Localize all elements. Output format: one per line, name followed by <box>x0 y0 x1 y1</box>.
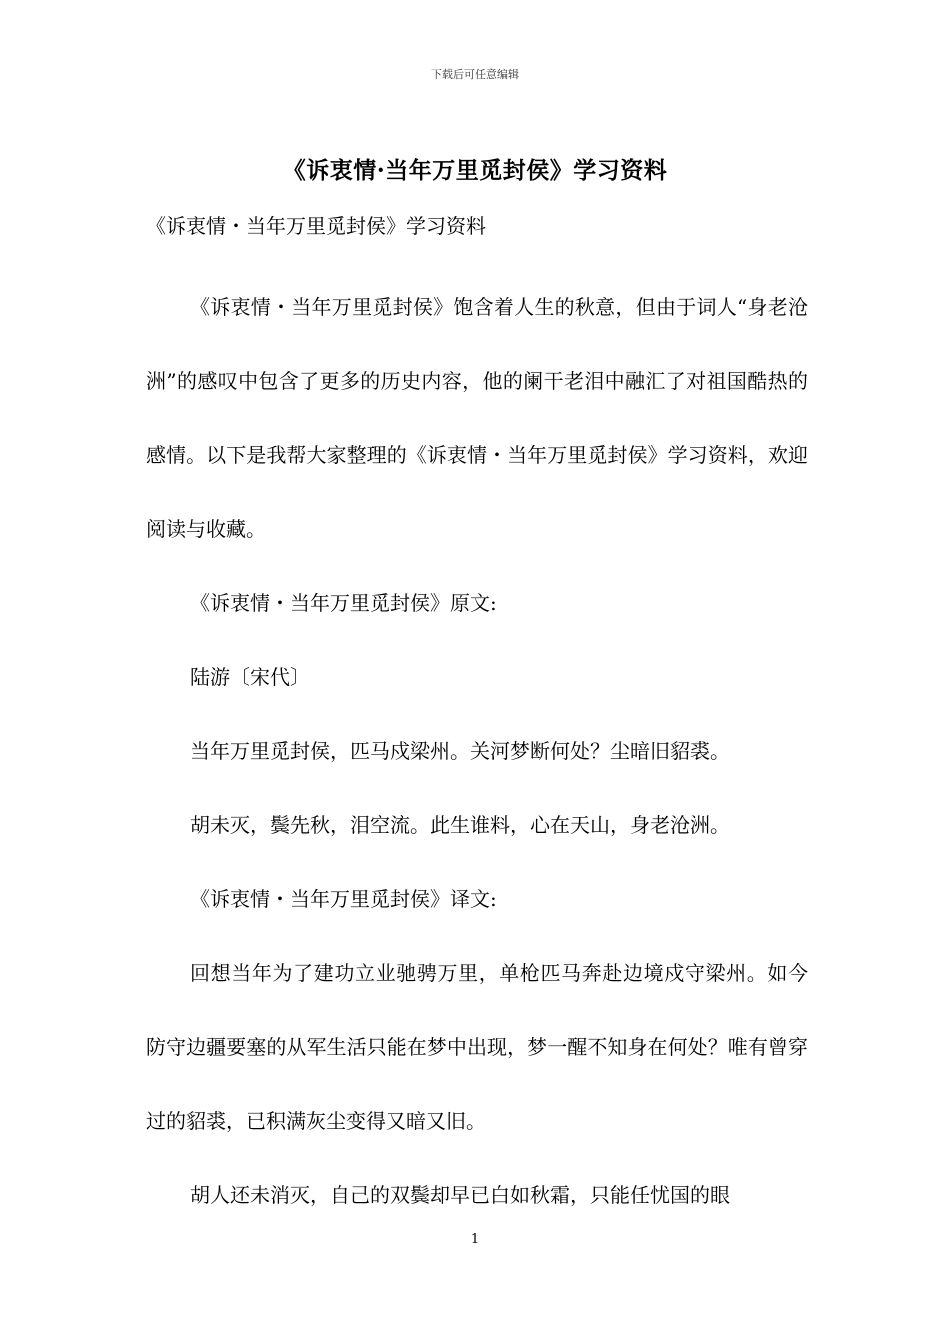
page-header-note: 下载后可任意编辑 <box>431 68 519 81</box>
original-text-heading: 《诉衷情・当年万里觅封侯》原文: <box>190 591 497 615</box>
document-title: 《诉衷情·当年万里觅封侯》学习资料 <box>282 157 668 184</box>
poem-line-2: 胡未灭，鬓先秋，泪空流。此生谁料，心在天山，身老沧洲。 <box>190 813 730 837</box>
poem-author: 陆游〔宋代〕 <box>190 665 310 689</box>
translation-heading: 《诉衷情・当年万里觅封侯》译文: <box>190 887 497 911</box>
document-subtitle: 《诉衷情・当年万里觅封侯》学习资料 <box>146 214 486 238</box>
document-body <box>146 270 808 1232</box>
intro-paragraph: 《诉衷情・当年万里觅封侯》饱含着人生的秋意，但由于词人“身老沧洲”的感叹中包含了更多的历史内容，他的阑干老泪中融汇了对祖国酷热的感情。以下是我帮大家整理的《诉衷情・当年万里觅封侯》学习资料，欢迎阅读与收藏。 <box>146 295 808 541</box>
translation-paragraph-2: 胡人还未消灭，自己的双鬓却早已白如秋霜，只能任忧国的眼 <box>190 1183 730 1207</box>
translation-paragraph-1: 回想当年为了建功立业驰骋万里，单枪匹马奔赴边境戍守梁州。如今防守边疆要塞的从军生活只能在梦中出现，梦一醒不知身在何处？唯有曾穿过的貂裘，已积满灰尘变得又暗又旧。 <box>146 961 808 1133</box>
poem-line-1: 当年万里觅封侯，匹马戍梁州。关河梦断何处？尘暗旧貂裘。 <box>190 739 730 763</box>
page-number: 1 <box>470 1232 480 1247</box>
